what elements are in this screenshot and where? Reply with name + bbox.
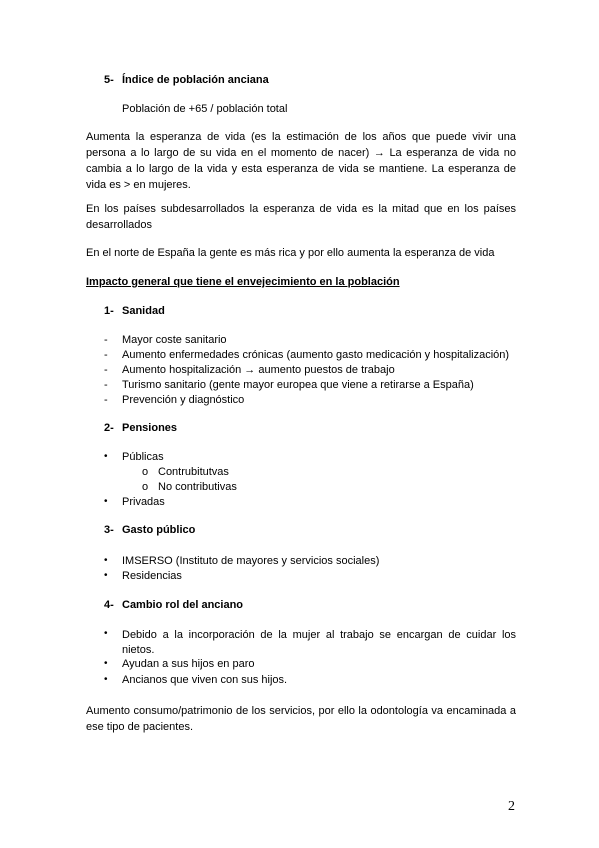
bullet-marker: • [104,451,108,462]
bullet-marker: • [104,658,108,669]
bullet-marker: • [104,570,108,581]
list-item: IMSERSO (Instituto de mayores y servicios sociales) [122,555,380,567]
bullet-marker: • [104,496,108,507]
list-item: Residencias [122,570,182,582]
list-item: Mayor coste sanitario [122,334,227,346]
closing-paragraph: Aumento consumo/patrimonio de los servicios, por ello la odontología va encaminada a ese tipo de pacientes. [86,705,516,733]
section-title: Pensiones [122,422,178,434]
section-number: 4- [104,599,114,611]
list-item: Debido a la incorporación de la mujer al trabajo se encargan de cuidar los nietos. [122,629,516,656]
section-number: 3- [104,524,114,536]
dash-marker: - [104,379,108,391]
sub-bullet-marker: o [142,481,149,493]
bullet-marker: • [104,555,108,566]
impact-heading: Impacto general que tiene el envejecimiento en la población [86,276,400,288]
list-item: Ayudan a sus hijos en paro [122,658,255,670]
section-number: 2- [104,422,114,434]
sub-list-item: No contributivas [158,481,237,493]
section-title: Cambio rol del anciano [122,599,244,611]
paragraph-life-expectancy: Aumenta la esperanza de vida (es la estimación de los años que puede vivir una persona a lo largo de su vida en el momento de nacer) → La esperanza de vida no cambia a lo largo de la vida y esta esperanza de vida se mantiene. La esperanza de vida es > en mujeres. [86,131,516,191]
dash-marker: - [104,334,108,346]
bullet-marker: • [104,628,108,639]
section-number: 1- [104,305,114,317]
sub-list-item: Contrubitutvas [158,466,229,478]
list-item: Privadas [122,496,165,508]
list-item: Públicas [122,451,164,463]
section-title: Gasto público [122,524,196,536]
dash-marker: - [104,349,108,361]
sub-bullet-marker: o [142,466,149,478]
list-item: Aumento hospitalización → aumento puestos de trabajo [122,364,395,376]
dash-marker: - [104,394,108,406]
bullet-marker: • [104,674,108,685]
section-number: 5- [104,74,114,86]
dash-marker: - [104,364,108,376]
paragraph-north-spain: En el norte de España la gente es más rica y por ello aumenta la esperanza de vida [86,247,495,259]
section-title: Sanidad [122,305,165,317]
list-item: Aumento enfermedades crónicas (aumento gasto medicación y hospitalización) [122,349,510,361]
page-number: 2 [508,799,515,814]
formula-text: Población de +65 / población total [122,103,288,115]
list-item: Prevención y diagnóstico [122,394,245,406]
paragraph-developing-countries: En los países subdesarrollados la esperanza de vida es la mitad que en los países desarrollados [86,203,516,231]
list-item: Ancianos que viven con sus hijos. [122,674,288,686]
list-item: Turismo sanitario (gente mayor europea que viene a retirarse a España) [122,379,474,391]
section-title: Índice de población anciana [122,74,269,86]
